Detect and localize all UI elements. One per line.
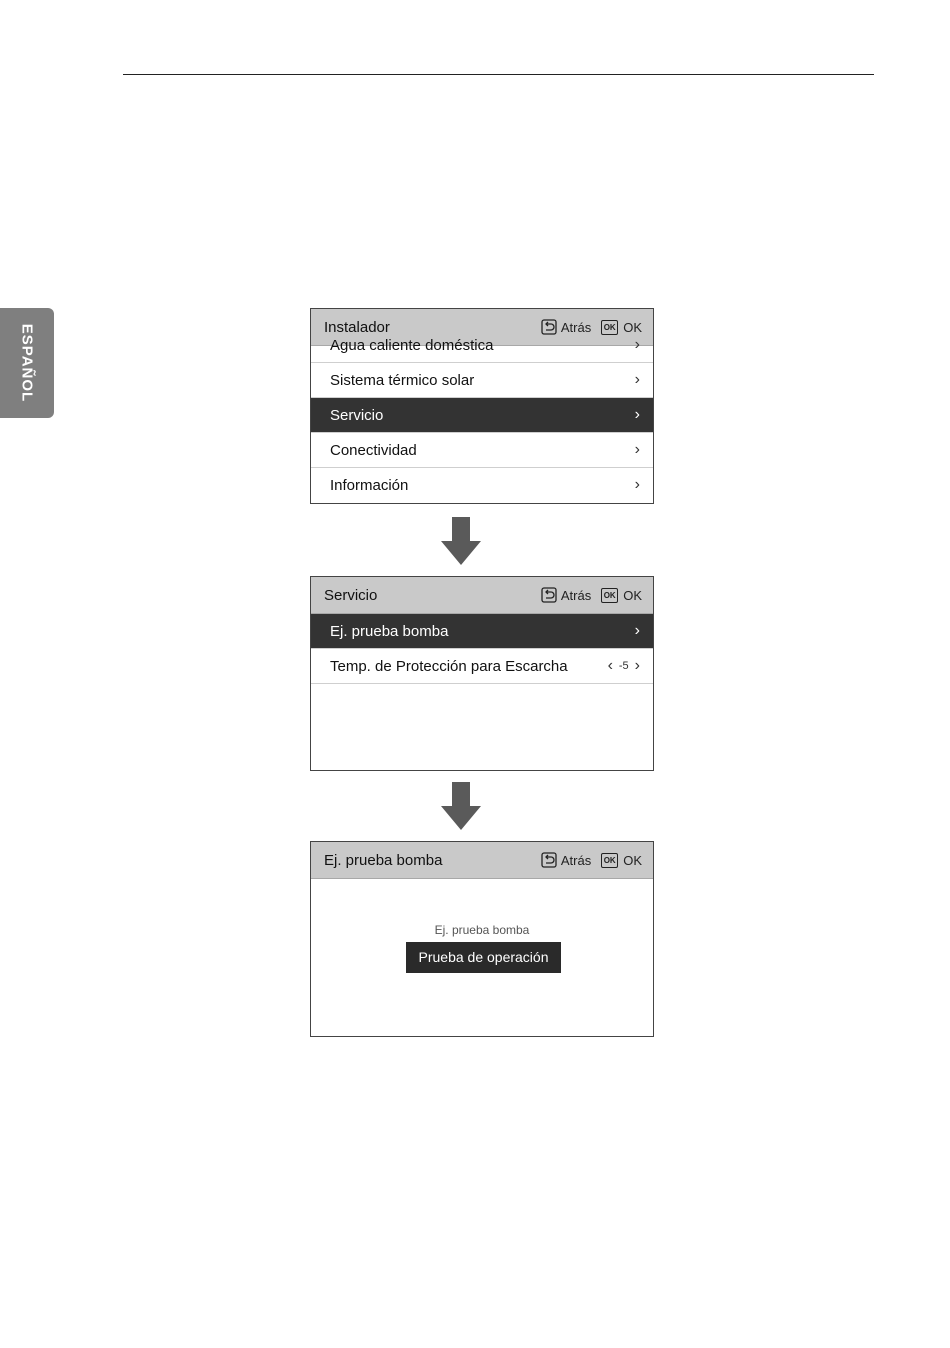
chevron-right-icon[interactable]: › [634, 657, 640, 674]
test-operation-button[interactable]: Prueba de operación [406, 942, 561, 973]
menu-item-temp-proteccion-escarcha[interactable] [311, 649, 653, 684]
chevron-left-icon[interactable]: ‹ [607, 657, 613, 674]
ok-label[interactable]: OK [623, 319, 642, 335]
ok-label[interactable]: OK [623, 587, 642, 603]
screen-servicio [310, 576, 654, 771]
nav-keys [541, 587, 642, 603]
chevron-right-icon: › [634, 336, 640, 353]
screen-title: Instalador [324, 319, 390, 336]
screen-title: Ej. prueba bomba [324, 852, 443, 869]
stepper-value: -5 [618, 660, 629, 672]
back-label[interactable]: Atrás [560, 852, 592, 868]
back-label[interactable]: Atrás [560, 319, 592, 335]
chevron-right-icon: › [634, 441, 640, 458]
screen-ej-prueba-bomba [310, 841, 654, 1037]
menu-item-sistema-termico-solar[interactable] [311, 363, 653, 398]
top-rule [123, 74, 874, 75]
ok-icon[interactable]: OK [601, 588, 618, 603]
back-icon[interactable] [541, 587, 557, 603]
menu-item-servicio[interactable] [311, 398, 653, 433]
back-icon[interactable] [541, 852, 557, 868]
chevron-right-icon: › [634, 622, 640, 639]
menu-item-label: Conectividad [330, 442, 417, 459]
ok-label[interactable]: OK [623, 852, 642, 868]
nav-keys [541, 319, 642, 335]
back-label[interactable]: Atrás [560, 587, 592, 603]
menu-list [311, 336, 653, 503]
menu-item-ej-prueba-bomba[interactable] [311, 614, 653, 649]
menu-item-label: Servicio [330, 407, 384, 424]
screen-header [311, 577, 653, 614]
chevron-right-icon: › [634, 371, 640, 388]
value-stepper[interactable] [608, 657, 640, 675]
chevron-right-icon: › [634, 406, 640, 423]
menu-list [311, 614, 653, 684]
chevron-right-icon: › [634, 476, 640, 493]
back-icon[interactable] [541, 319, 557, 335]
screen-instalador [310, 308, 654, 504]
language-side-tab [0, 308, 54, 418]
arrow-down-icon [441, 517, 481, 565]
ok-icon[interactable]: OK [601, 853, 618, 868]
menu-item-label: Sistema térmico solar [330, 372, 475, 389]
menu-item-agua-caliente[interactable] [311, 336, 653, 363]
ok-icon[interactable]: OK [601, 320, 618, 335]
menu-item-label: Ej. prueba bomba [330, 623, 449, 640]
screen-header [311, 842, 653, 879]
menu-item-label: Temp. de Protección para Escarcha [330, 658, 568, 675]
nav-keys [541, 852, 642, 868]
screen-title: Servicio [324, 587, 378, 604]
test-caption: Ej. prueba bomba [434, 923, 530, 937]
menu-item-informacion[interactable] [311, 468, 653, 503]
language-label: ESPAÑOL [18, 323, 36, 403]
menu-item-label: Agua caliente doméstica [330, 337, 494, 354]
menu-item-label: Información [330, 477, 409, 494]
arrow-down-icon [441, 782, 481, 830]
menu-item-conectividad[interactable] [311, 433, 653, 468]
